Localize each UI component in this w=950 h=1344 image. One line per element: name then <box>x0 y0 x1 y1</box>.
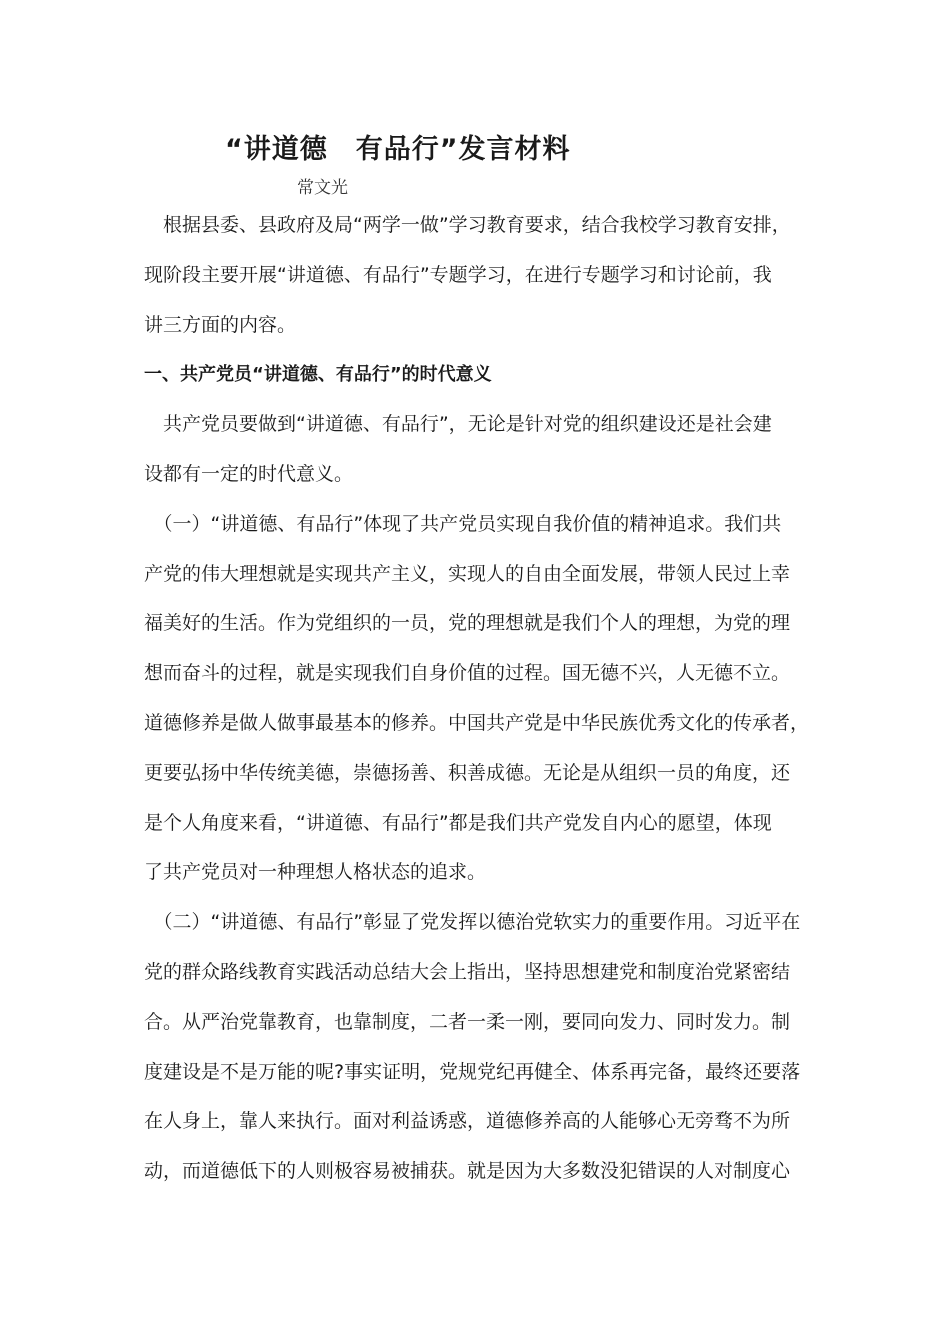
body-line: 党的群众路线教育实践活动总结大会上指出，坚持思想建党和制度治党紧密结 <box>144 961 791 983</box>
body-line: 想而奋斗的过程，就是实现我们自身价值的过程。国无德不兴，人无德不立。 <box>144 662 791 684</box>
document-title: “讲道德 有品行”发言材料 <box>225 134 571 165</box>
body-line: 动，而道德低下的人则极容易被捕获。就是因为大多数没犯错误的人对制度心 <box>144 1160 791 1182</box>
body-line: 现阶段主要开展“讲道德、有品行”专题学习，在进行专题学习和讨论前，我 <box>144 264 772 286</box>
body-line: 根据县委、县政府及局“两学一做”学习教育要求，结合我校学习教育安排， <box>144 214 791 236</box>
body-line: （二）“讲道德、有品行”彰显了党发挥以德治党软实力的重要作用。习近平在 <box>144 911 801 933</box>
section-heading: 一、共产党员“讲道德、有品行”的时代意义 <box>144 364 492 385</box>
body-line: 讲三方面的内容。 <box>144 314 297 336</box>
body-line: 产党的伟大理想就是实现共产主义，实现人的自由全面发展，带领人民过上幸 <box>144 563 791 585</box>
body-line: 是个人角度来看，“讲道德、有品行”都是我们共产党发自内心的愿望，体现 <box>144 812 772 834</box>
body-line: 道德修养是做人做事最基本的修养。中国共产党是中华民族优秀文化的传承者， <box>144 712 810 734</box>
body-line: 共产党员要做到“讲道德、有品行”，无论是针对党的组织建设还是社会建 <box>144 413 772 435</box>
body-line: 更要弘扬中华传统美德，崇德扬善、积善成德。无论是从组织一员的角度，还 <box>144 762 791 784</box>
body-line: 设都有一定的时代意义。 <box>144 463 354 485</box>
body-line: 了共产党员对一种理想人格状态的追求。 <box>144 861 487 883</box>
body-line: （一）“讲道德、有品行”体现了共产党员实现自我价值的精神追求。我们共 <box>144 513 782 535</box>
body-line: 合。从严治党靠教育，也靠制度，二者一柔一刚，要同向发力、同时发力。制 <box>144 1011 791 1033</box>
body-line: 福美好的生活。作为党组织的一员，党的理想就是我们个人的理想，为党的理 <box>144 612 791 634</box>
body-line: 度建设是不是万能的呢?事实证明，党规党纪再健全、体系再完备，最终还要落 <box>144 1061 801 1083</box>
document-author: 常文光 <box>297 178 348 198</box>
body-line: 在人身上，靠人来执行。面对利益诱惑，道德修养高的人能够心无旁骛不为所 <box>144 1110 791 1132</box>
